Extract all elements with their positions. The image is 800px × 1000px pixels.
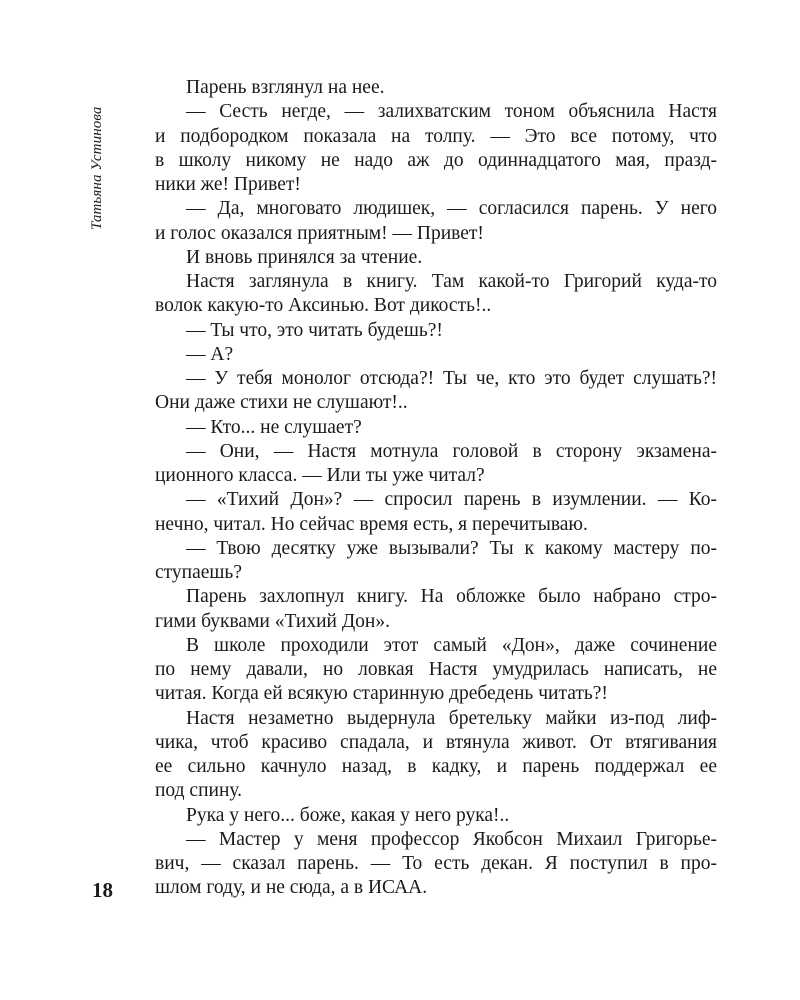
text-line: чика, чтоб красиво спадала, и втянула живот. От втягивания xyxy=(155,731,717,753)
text-line: гими буквами «Тихий Дон». xyxy=(155,610,390,632)
text-line: читая. Когда ей всякую старинную дребедень читать?! xyxy=(155,683,608,705)
text-line: — Твою десятку уже вызывали? Ты к какому мастеру по- xyxy=(186,537,717,559)
text-line: вич, — сказал парень. — То есть декан. Я поступил в про- xyxy=(155,853,717,874)
text-line: под спину. xyxy=(155,780,243,802)
text-line: Настя заглянула в книгу. Там какой-то Григорий куда-то xyxy=(186,271,717,292)
body-text xyxy=(155,76,717,901)
text-line: ники же! Привет! xyxy=(155,174,301,195)
running-head: Татьяна Устинова xyxy=(89,106,105,230)
page-number: 18 xyxy=(92,878,113,902)
text-line: нечно, читал. Но сейчас время есть, я перечитываю. xyxy=(155,513,588,535)
text-line: по нему давали, но ловкая Настя умудрилась написать, не xyxy=(155,659,717,680)
text-line: И вновь принялся за чтение. xyxy=(186,246,423,268)
text-line: — Мастер у меня профессор Якобсон Михаил Григорье- xyxy=(186,828,717,850)
text-line: Рука у него... боже, какая у него рука!.. xyxy=(186,804,510,826)
text-line: — Да, многовато людишек, — согласился парень. У него xyxy=(186,198,717,220)
text-line: — У тебя монолог отсюда?! Ты че, кто это будет слушать?! xyxy=(186,368,717,389)
text-line: В школе проходили этот самый «Дон», даже сочинение xyxy=(186,634,717,656)
text-line: и голос оказался приятным! — Привет! xyxy=(155,222,484,244)
text-line: волок какую-то Аксинью. Вот дикость!.. xyxy=(155,295,492,317)
text-line: ее сильно качнуло назад, в кадку, и парень поддержал ее xyxy=(155,756,717,777)
text-line: и подбородком показала на толпу. — Это все потому, что xyxy=(155,125,717,147)
text-line: — Они, — Настя мотнула головой в сторону экзамена- xyxy=(186,440,717,462)
text-line: — А? xyxy=(186,343,234,365)
text-line: — Сесть негде, — залихватским тоном объяснила Настя xyxy=(186,101,717,123)
text-line: ционного класса. — Или ты уже читал? xyxy=(155,465,485,486)
text-line: — Кто... не слушает? xyxy=(186,416,362,438)
text-line: — Ты что, это читать будешь?! xyxy=(186,319,443,341)
text-line: шлом году, и не сюда, а в ИСАА. xyxy=(155,877,428,899)
text-line: Настя незаметно выдернула бретельку майки из-под лиф- xyxy=(186,707,717,729)
text-line: ступаешь? xyxy=(155,562,242,583)
text-line: Они даже стихи не слушают!.. xyxy=(155,392,408,414)
text-line: в школу никому не надо аж до одиннадцатого мая, празд- xyxy=(155,149,717,171)
text-line: Парень захлопнул книгу. На обложке было набрано стро- xyxy=(186,586,717,608)
text-line: Парень взглянул на нее. xyxy=(186,77,385,98)
text-line: — «Тихий Дон»? — спросил парень в изумлении. — Ко- xyxy=(186,489,717,511)
